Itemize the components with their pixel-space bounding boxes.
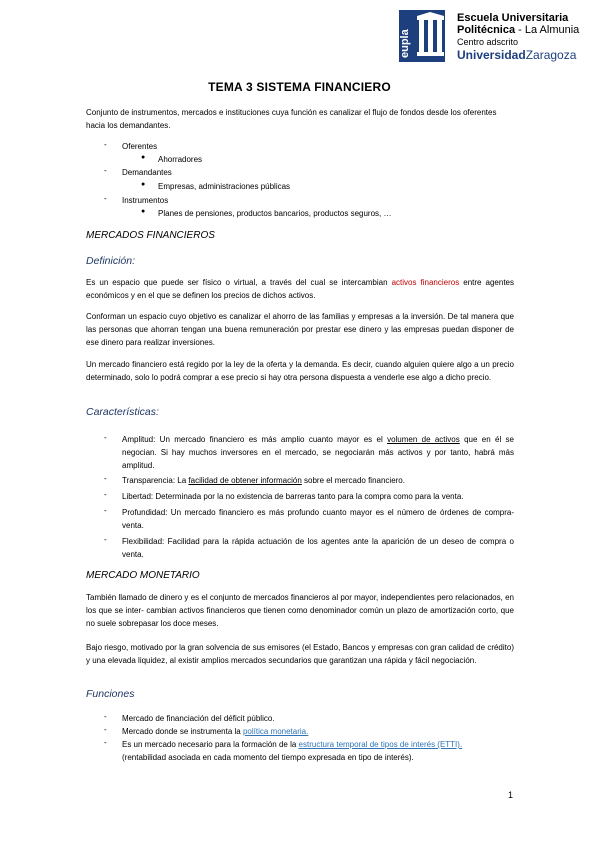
list-dash: -: [104, 738, 107, 747]
characteristic-transparencia: Transparencia: La facilidad de obtener información sobre el mercado financiero.: [122, 476, 405, 485]
monetario-paragraph-2: Bajo riesgo, motivado por la gran solvencia de sus emisores (el Estado, Bancos y empresas con gran calidad de crédito) y una elevada liquidez, al existir amplios mercados secundarios que garantizan una rápida y fácil negociación.: [86, 643, 514, 665]
list-dash: -: [104, 166, 107, 175]
logo-text: [457, 12, 597, 62]
list-dash: -: [104, 535, 107, 544]
section-heading-mercados-financieros: MERCADOS FINANCIEROS: [86, 230, 215, 241]
sublist-item-empresas: Empresas, administraciones públicas: [158, 182, 291, 191]
link-politica-monetaria[interactable]: política monetaria.: [242, 727, 309, 736]
bullet: ●: [141, 154, 146, 161]
list-item-oferentes: Oferentes: [122, 142, 158, 151]
list-item-instrumentos: Instrumentos: [122, 196, 169, 205]
characteristic-amplitud: Amplitud: Un mercado financiero es más amplio cuanto mayor es el volumen de activos que en él se negocian. Si hay muchos inversores en el mercado, se negociarán más activos y por tanto, habrá más amplitud.: [122, 435, 515, 470]
emblem-graphic: [399, 10, 445, 62]
function-item-politica: Mercado donde se instrumenta la política monetaria.: [122, 727, 309, 736]
page-title: TEMA 3 SISTEMA FINANCIERO: [208, 80, 391, 94]
subheading-funciones: Funciones: [86, 688, 135, 700]
university-name: UniversidadZaragoza: [457, 48, 577, 62]
list-dash: -: [104, 194, 107, 203]
bullet: ●: [141, 208, 146, 215]
sublist-item-ahorradores: Ahorradores: [158, 155, 203, 164]
definition-paragraph-1: Es un espacio que puede ser físico o virtual, a través del cual se intercambian activos financieros entre agentes económicos y en el que se definen los precios de dichos activos.: [86, 278, 514, 300]
intro-paragraph: Conjunto de instrumentos, mercados e instituciones cuya función es canalizar el flujo de fondos desde los oferentes hacia los demandantes.: [86, 108, 497, 130]
school-subname: Politécnica - La Almunia: [457, 24, 580, 36]
definition-paragraph-2: Conforman un espacio cuyo objetivo es canalizar el ahorro de las familias y empresas a la inversión. De tal manera que las personas que ahorran tengan una buena remuneración por prestar ese dinero y las empresas puedan disponer de ese dinero para realizar inversiones.: [86, 312, 514, 347]
monetario-paragraph-1: También llamado de dinero y es el conjunto de mercados financieros al por mayor, independientes pero relacionados, en los que se inter- cambian activos financieros que tienen como denominador común un plazo de amortización corto, que no suele sobrepasar los doce meses.: [86, 593, 514, 628]
list-dash: -: [104, 725, 107, 734]
list-dash: -: [104, 712, 107, 721]
characteristic-profundidad: Profundidad: Un mercado financiero es más profundo cuanto mayor es el número de órdenes de compra-venta.: [122, 508, 514, 530]
definition-paragraph-3: Un mercado financiero está regido por la ley de la oferta y la demanda. Es decir, cuando alguien quiere algo a un precio determinado, solo lo podrá comprar a ese precio si hay otra persona dispuesta a venderle ese algo a dicho precio.: [86, 360, 514, 382]
list-dash: -: [104, 490, 107, 499]
highlight-activos-financieros: activos financieros: [391, 278, 460, 287]
affiliation-label: Centro adscrito: [457, 37, 519, 47]
section-heading-mercado-monetario: MERCADO MONETARIO: [86, 570, 200, 581]
school-name: Escuela Universitaria: [457, 12, 569, 24]
list-dash: -: [104, 433, 107, 442]
list-dash: -: [104, 474, 107, 483]
characteristic-flexibilidad: Flexibilidad: Facilidad para la rápida actuación de los agentes ante la aparición de un deseo de compra o venta.: [122, 537, 514, 559]
subheading-definicion: Definición:: [86, 255, 136, 267]
university-logo: [399, 10, 595, 62]
list-item-demandantes: Demandantes: [122, 168, 172, 177]
characteristic-libertad: Libertad: Determinada por la no existencia de barreras tanto para la compra como para la venta.: [122, 492, 464, 501]
emblem-lettering: eupla: [399, 29, 411, 58]
subheading-caracteristicas: Características:: [86, 406, 159, 418]
bullet: ●: [141, 181, 146, 188]
eupla-emblem: [399, 10, 445, 62]
function-item-etti: Es un mercado necesario para la formación de la estructura temporal de tipos de interés (ETTI). (rentabilidad asociada en cada momento del tiempo expresada en tipo de interés).: [122, 740, 463, 762]
function-item-deficit: Mercado de financiación del déficit público.: [122, 714, 275, 723]
list-dash: -: [104, 140, 107, 149]
list-dash: -: [104, 506, 107, 515]
sublist-item-planes: Planes de pensiones, productos bancarios, productos seguros, …: [158, 209, 392, 218]
link-etti[interactable]: estructura temporal de tipos de interés (ETTI).: [298, 740, 463, 749]
page-number: 1: [508, 790, 514, 800]
